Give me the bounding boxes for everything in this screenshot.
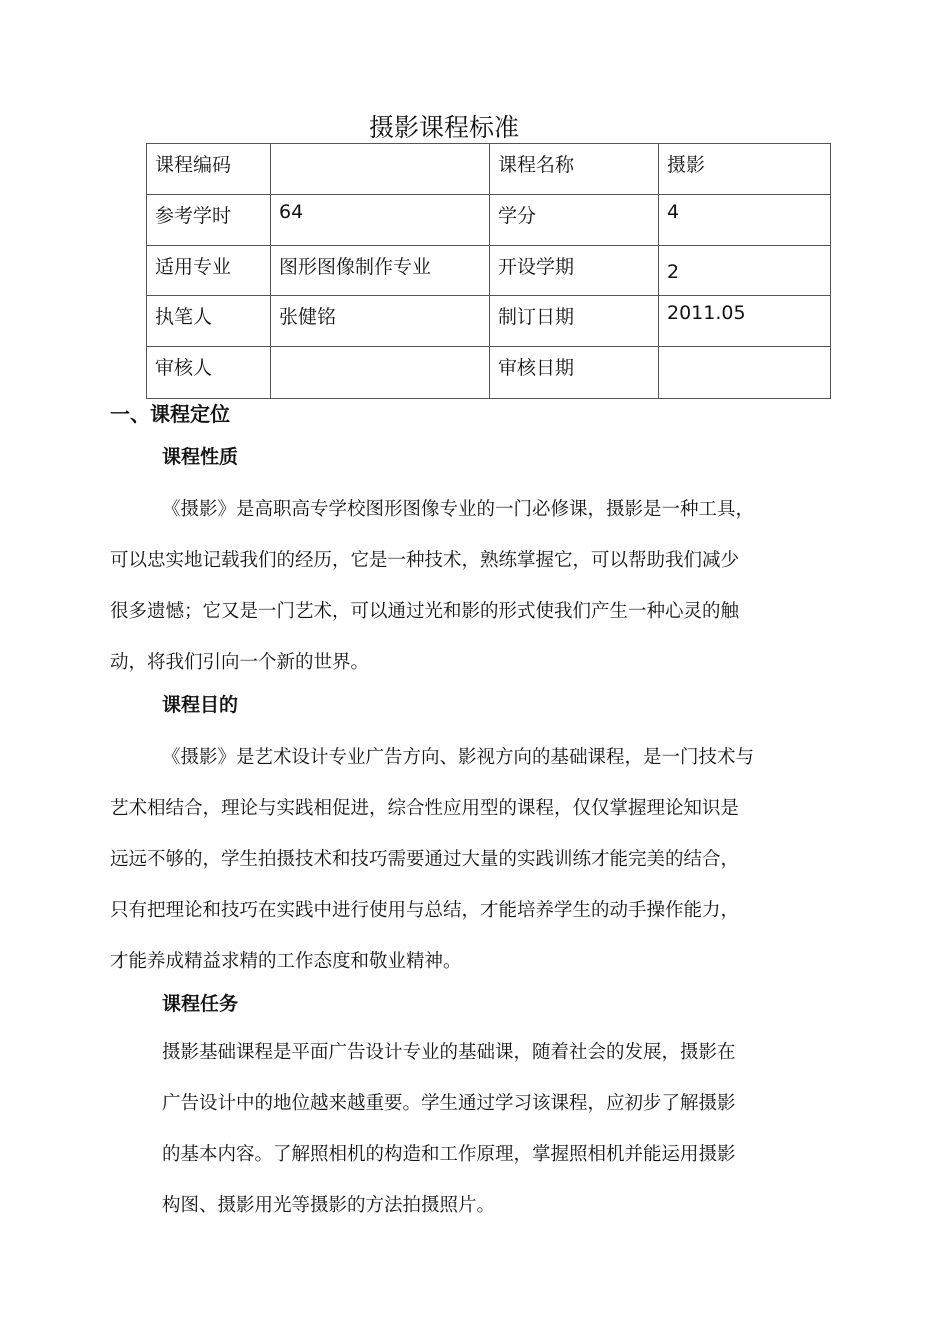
course-code-label: 课程编码 bbox=[147, 144, 271, 195]
paragraph-line: 《摄影》是高职高专学校图形图像专业的一门必修课，摄影是一种工具， bbox=[162, 499, 755, 520]
paragraph-line: 的基本内容。了解照相机的构造和工作原理，掌握照相机并能运用摄影 bbox=[162, 1144, 736, 1165]
subheading-course-nature: 课程性质 bbox=[162, 446, 239, 468]
subheading-course-task: 课程任务 bbox=[162, 993, 239, 1015]
paragraph-line: 可以忠实地记载我们的经历，它是一种技术，熟练掌握它，可以帮助我们减少 bbox=[110, 550, 740, 571]
paragraph-course-purpose bbox=[110, 732, 910, 987]
table-row bbox=[147, 246, 831, 296]
paragraph-course-nature bbox=[110, 484, 910, 688]
document-title: 摄影课程标准 bbox=[368, 113, 519, 142]
review-date-label: 审核日期 bbox=[490, 347, 659, 399]
author-label: 执笔人 bbox=[147, 296, 271, 347]
paragraph-line: 艺术相结合，理论与实践相促进，综合性应用型的课程，仅仅掌握理论知识是 bbox=[110, 798, 740, 819]
applicable-major-value: 图形图像制作专业 bbox=[271, 246, 490, 296]
review-date-value bbox=[659, 347, 831, 399]
paragraph-line: 才能养成精益求精的工作态度和敬业精神。 bbox=[110, 951, 462, 972]
reviewer-label: 审核人 bbox=[147, 347, 271, 399]
reference-hours-value: 64 bbox=[271, 195, 490, 246]
paragraph-line: 动，将我们引向一个新的世界。 bbox=[110, 652, 370, 673]
author-value: 张健铭 bbox=[271, 296, 490, 347]
paragraph-line: 很多遗憾；它又是一门艺术，可以通过光和影的形式使我们产生一种心灵的触 bbox=[110, 601, 740, 622]
section-heading-course-positioning: 一、课程定位 bbox=[110, 402, 230, 426]
subheading-course-purpose: 课程目的 bbox=[162, 694, 239, 716]
paragraph-course-task bbox=[162, 1027, 882, 1231]
reference-hours-label: 参考学时 bbox=[147, 195, 271, 246]
course-name-label: 课程名称 bbox=[490, 144, 659, 195]
revision-date-value: 2011.05 bbox=[659, 296, 831, 347]
paragraph-line: 《摄影》是艺术设计专业广告方向、影视方向的基础课程，是一门技术与 bbox=[162, 747, 755, 768]
paragraph-line: 远远不够的，学生拍摄技术和技巧需要通过大量的实践训练才能完美的结合， bbox=[110, 849, 740, 870]
reviewer-value bbox=[271, 347, 490, 399]
table-row bbox=[147, 144, 831, 195]
credits-value: 4 bbox=[659, 195, 831, 246]
course-code-value bbox=[271, 144, 490, 195]
revision-date-label: 制订日期 bbox=[490, 296, 659, 347]
table-row bbox=[147, 195, 831, 246]
course-name-value: 摄影 bbox=[659, 144, 831, 195]
paragraph-line: 构图、摄影用光等摄影的方法拍摄照片。 bbox=[162, 1195, 496, 1216]
credits-label: 学分 bbox=[490, 195, 659, 246]
course-info-table bbox=[146, 143, 831, 399]
paragraph-line: 广告设计中的地位越来越重要。学生通过学习该课程，应初步了解摄影 bbox=[162, 1093, 736, 1114]
paragraph-line: 只有把理论和技巧在实践中进行使用与总结，才能培养学生的动手操作能力， bbox=[110, 900, 740, 921]
paragraph-line: 摄影基础课程是平面广告设计专业的基础课，随着社会的发展，摄影在 bbox=[162, 1042, 736, 1063]
applicable-major-label: 适用专业 bbox=[147, 246, 271, 296]
semester-value: 2 bbox=[659, 246, 831, 296]
table-row bbox=[147, 296, 831, 347]
semester-label: 开设学期 bbox=[490, 246, 659, 296]
table-row bbox=[147, 347, 831, 399]
